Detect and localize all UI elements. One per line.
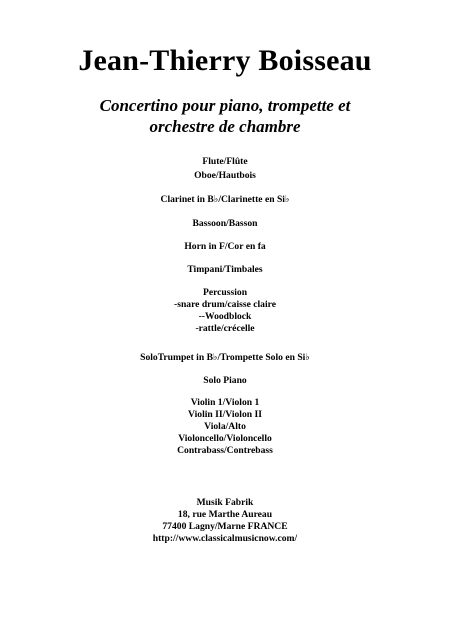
instrument-clarinet: Clarinet in B♭/Clarinette en Si♭ [160,194,290,205]
instrument-violoncello: Violoncello/Violoncello [178,433,272,444]
instrument-solo-trumpet: SoloTrumpet in B♭/Trompette Solo en Si♭ [140,352,310,363]
instrument-violin-1: Violin 1/Violon 1 [190,397,260,408]
composer-name: Jean-Thierry Boisseau [78,44,372,77]
instrument-solo-piano: Solo Piano [203,375,247,386]
instrument-violin-2: Violin II/Violon II [188,409,262,420]
work-title-line-2: orchestre de chambre [149,117,301,136]
publisher-name: Musik Fabrik [196,497,254,508]
work-title-line-1: Concertino pour piano, trompette et [99,96,351,115]
percussion-rattle: -rattle/crécelle [195,323,255,334]
publisher-street: 18, rue Marthe Aureau [177,509,273,520]
instrument-oboe: Oboe/Hautbois [194,170,256,181]
instrument-contrabass: Contrabass/Contrebass [177,445,273,456]
percussion-heading: Percussion [202,287,248,298]
publisher-url: http://www.classicalmusicnow.com/ [152,533,298,544]
instrument-viola: Viola/Alto [204,421,246,432]
instrument-timpani: Timpani/Timbales [187,264,263,275]
publisher-city: 77400 Lagny/Marne FRANCE [162,521,288,532]
instrument-horn: Horn in F/Cor en fa [184,241,266,252]
percussion-woodblock: --Woodblock [198,311,252,322]
percussion-snare-drum: -snare drum/caisse claire [174,299,276,310]
instrument-flute: Flute/Flûte [202,156,248,167]
instrument-bassoon: Bassoon/Basson [192,218,258,229]
work-title [0,95,450,137]
